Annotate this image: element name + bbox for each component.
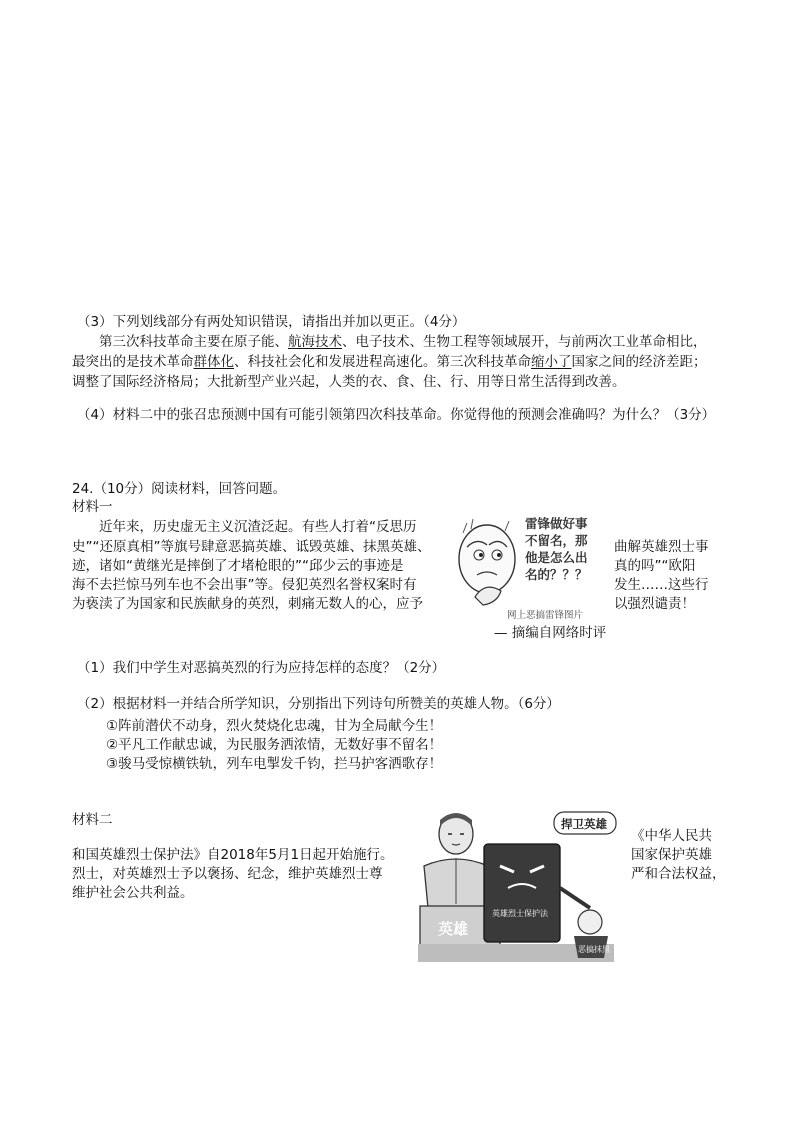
material-2-line-2: 烈士，对英雄烈士予以褒扬、纪念，维护英雄烈士尊: [72, 866, 383, 882]
statue-label: 英雄: [438, 920, 469, 938]
q3-underlined-text: 群体化: [193, 354, 234, 370]
material-2-right-2: 国家保护英雄: [631, 847, 712, 863]
material-1-line-1: 近年来，历史虚无主义沉渣泛起。有些人打着“反思历: [99, 519, 417, 535]
q24-header: 24.（10分）阅读材料，回答问题。: [72, 481, 287, 497]
q3-text: 第三次科技革命主要在原子能、: [99, 334, 288, 350]
material-1-source: — 摘编自网络时评: [494, 625, 607, 641]
poem-line-3: ③骏马受惊横铁轨，列车电掣发千钧，拦马护客洒歌存！: [106, 756, 443, 772]
meme-image: [457, 511, 610, 624]
meme-bubble-text: 雷锋做好事 不留名，那 他是怎么出 名的？？？: [525, 516, 588, 582]
material-2-label: 材料二: [72, 812, 113, 828]
material-1-right-1: 曲解英雄烈士事: [614, 539, 709, 555]
defend-label: 捍卫英雄: [561, 817, 607, 831]
q3-underlined-text: 航海技术: [288, 334, 342, 350]
poem-line-2: ②平凡工作献忠诚，为民服务洒浓情，无数好事不留名！: [106, 737, 443, 753]
material-1-line-4: 海不去拦惊马列车也不会出事”等。侵犯英烈名誉权案时有: [72, 577, 417, 593]
q3-paragraph-line-2: [72, 352, 707, 372]
material-1-right-4: 以强烈谴责！: [614, 596, 695, 612]
q3-underlined-text: 缩小了: [531, 354, 572, 370]
material-1-line-5: 为亵渎了为国家和民族献身的英烈，刺痛无数人的心，应予: [72, 596, 423, 612]
material-2-line-3: 维护社会公共利益。: [72, 885, 194, 901]
material-1-line-3: 迹，诸如“黄继光是摔倒了才堵枪眼的”“邱少云的事迹是: [72, 558, 404, 574]
meme-caption: 网上恶搞雷锋图片: [507, 610, 584, 621]
q4-prompt: （4）材料二中的张召忠预测中国有可能引领第四次科技革命。你觉得他的预测会准确吗？为什么？（3分）: [77, 407, 716, 423]
material-1-line-2: 史”“还原真相”等旗号肆意恶搞英雄、诋毁英雄、抹黑英雄、: [72, 539, 431, 555]
q3-prompt: （3）下列划线部分有两处知识错误，请指出并加以更正。（4分）: [77, 314, 466, 330]
q3-text: 、科技社会化和发展进程高速化。第三次科技革命: [234, 354, 531, 370]
q3-text: 国家之间的经济差距；: [571, 354, 707, 370]
q3-text: 、电子技术、生物工程等领域展开，与前两次工业革命相比，: [342, 334, 707, 350]
q3-paragraph-line-3: 调整了国际经济格局；大批新型产业兴起，人类的衣、食、住、行、用等日常生活得到改善。: [72, 374, 626, 390]
q3-text: 最突出的是技术革命: [72, 354, 194, 370]
poem-line-1: ①阵前潜伏不动身，烈火焚烧化忠魂，甘为全局献今生！: [106, 718, 443, 734]
smear-label: 恶搞抹黑: [578, 945, 610, 954]
hero-protection-cartoon: [414, 808, 620, 962]
law-book-label: 英雄烈士保护法: [492, 909, 548, 918]
material-2-right-3: 严和合法权益，: [631, 866, 726, 882]
q3-paragraph-line-1: [99, 332, 707, 352]
sub-question-1: （1）我们中学生对恶搞英烈的行为应持怎样的态度？（2分）: [77, 660, 446, 676]
material-1-right-2: 真的吗”“欧阳: [614, 558, 696, 574]
material-1-right-3: 发生……这些行: [614, 577, 709, 593]
sub-question-2: （2）根据材料一并结合所学知识，分别指出下列诗句所赞美的英雄人物。（6分）: [77, 696, 560, 712]
material-2-right-1: 《中华人民共: [631, 828, 712, 844]
material-1-label: 材料一: [72, 499, 113, 515]
material-2-line-1: 和国英雄烈士保护法》自2018年5月1日起开始施行。: [72, 847, 394, 863]
